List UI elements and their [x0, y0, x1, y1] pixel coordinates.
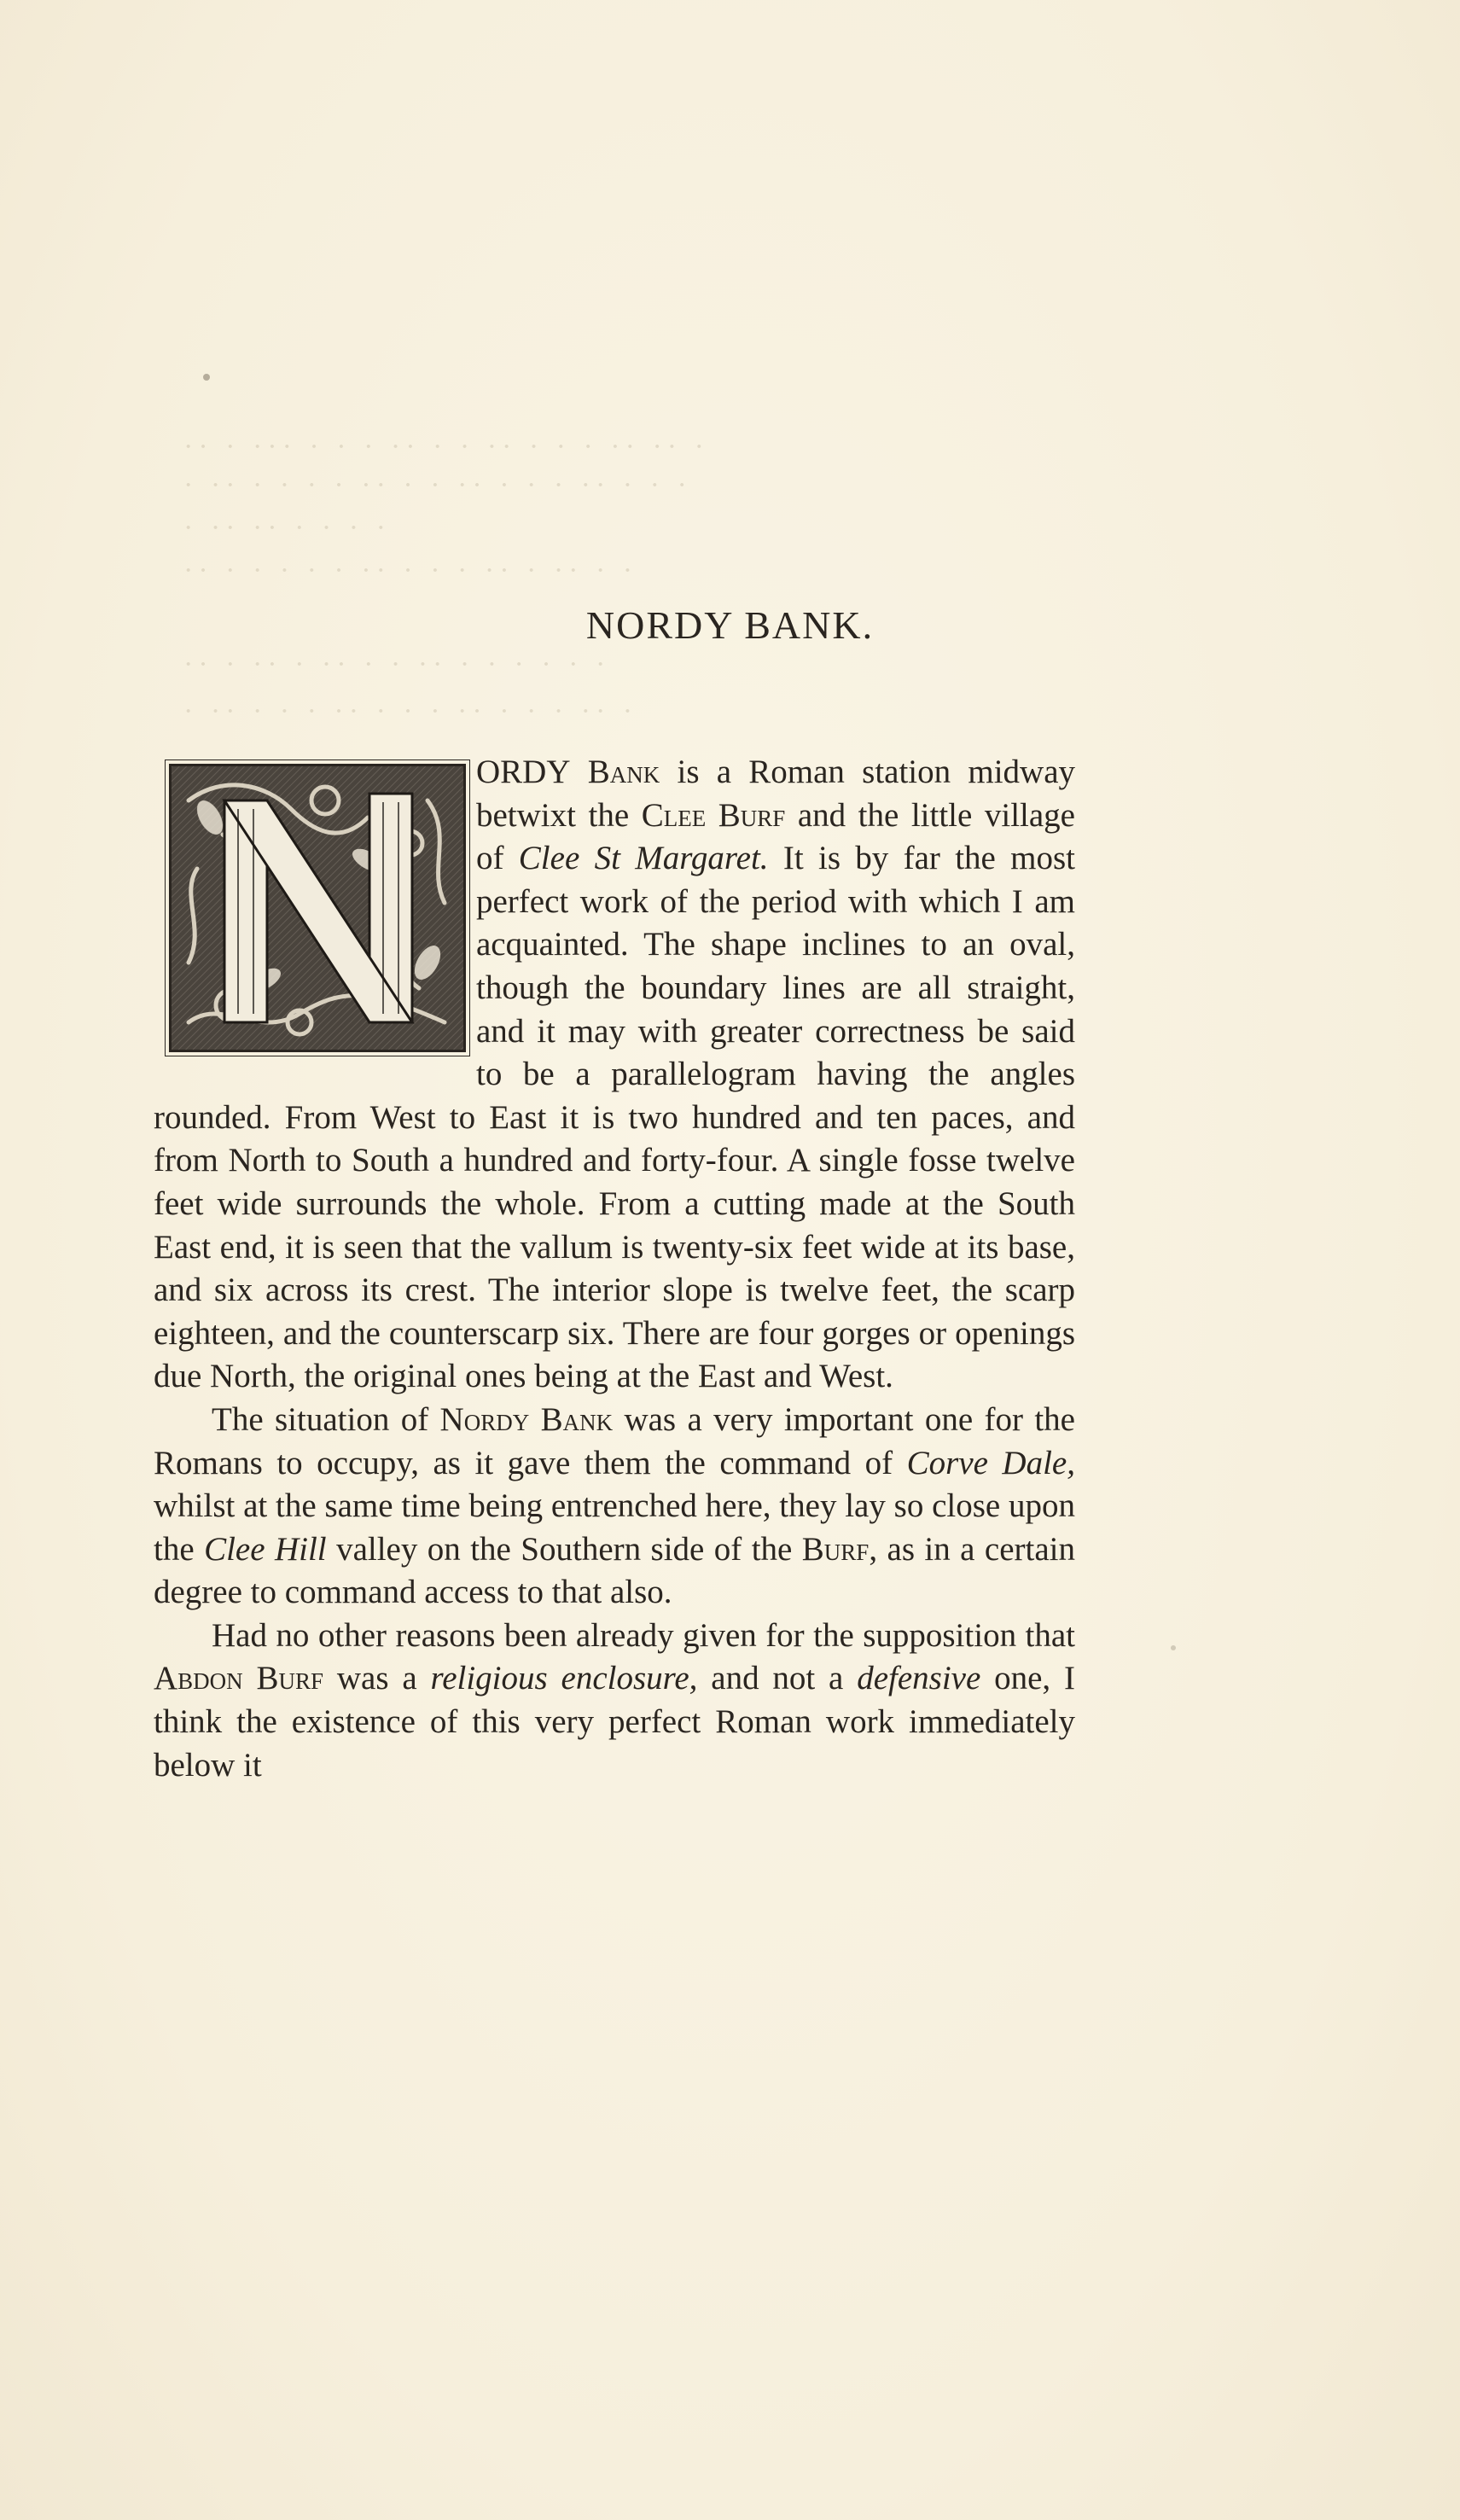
italic-place-name: Corve Dale, — [906, 1444, 1075, 1481]
text-segment: whilst at the same time being entrenched here, they lay so close upon the — [154, 1487, 1075, 1568]
place-name: Bank — [587, 754, 660, 790]
place-name: Burf — [801, 1530, 870, 1568]
text-segment: one, I think the existence of this very perfect Roman work immediately below it — [154, 1660, 1075, 1784]
text-segment — [571, 754, 588, 790]
show-through-line: · ·· · · · · ·· · · ·· · · · ·· · · · — [183, 469, 692, 501]
paragraph-2 — [154, 1399, 1075, 1615]
body-text — [154, 751, 1075, 1787]
italic-place-name: Clee St Margaret. — [518, 840, 769, 877]
drop-cap-spacer — [154, 751, 476, 1060]
first-word-rest: ORDY — [476, 754, 571, 790]
place-name: Abdon Burf — [154, 1660, 324, 1697]
page-title: NORDY BANK. — [585, 603, 875, 647]
show-through-line: ·· · · · · · ·· · · · ·· · ·· · · — [183, 555, 638, 586]
text-segment: was a very important one for the Romans to occupy, as it gave them the command of — [154, 1400, 1075, 1481]
text-segment: Had no other reasons been already given for the supposition that — [212, 1616, 1075, 1654]
print-speck — [1171, 1645, 1176, 1650]
italic-phrase: defensive — [857, 1660, 981, 1697]
place-name: Clee Burf — [641, 796, 786, 834]
paragraph-3 — [154, 1615, 1075, 1787]
paragraph-1 — [154, 751, 1075, 1399]
show-through-line: ·· · ·· · ·· · · ·· · · · · · · — [183, 649, 611, 680]
print-speck — [203, 374, 210, 381]
show-through-line: ·· · ··· · · · ·· · · ·· · · · ·· ·· · — [183, 431, 709, 463]
text-segment: and not a — [697, 1660, 858, 1697]
show-through-line: · ·· · · · ·· · · · ·· · · · ·· · — [183, 695, 638, 727]
show-through-line: · ·· ·· · · · · — [183, 512, 391, 544]
place-name: Nordy Bank — [439, 1400, 614, 1438]
text-segment: It is by far the most perfect work of the period with which I am acquainted. The shape inclines to an oval, though the boundary lines are all straight, and it may with greater correctness be said to be a parallelogram having the angles rounded. From West to East it is two hundred and ten paces, and from North to South a hundred and forty-four. A single fosse twelve feet wide surrounds the whole. From a cutting made at the South East end, it is seen that the vallum is twenty-six feet wide at its base, and six across its crest. The interior slope is twelve feet, the scarp eighteen, and the counterscarp six. There are four gorges or openings due North, the original ones being at the East and West. — [154, 840, 1075, 1395]
text-segment: was a — [323, 1660, 431, 1697]
text-segment: and the little village of — [476, 796, 1075, 877]
italic-phrase: religious enclosure, — [430, 1660, 698, 1697]
text-segment: valley on the Southern side of the — [326, 1530, 802, 1568]
text-segment: The situation of — [212, 1400, 440, 1438]
text-segment: is a Roman station midway betwixt the — [476, 754, 1076, 834]
italic-place-name: Clee Hill — [204, 1530, 327, 1568]
text-segment: , as in a certain degree to command access to that also. — [154, 1530, 1076, 1611]
